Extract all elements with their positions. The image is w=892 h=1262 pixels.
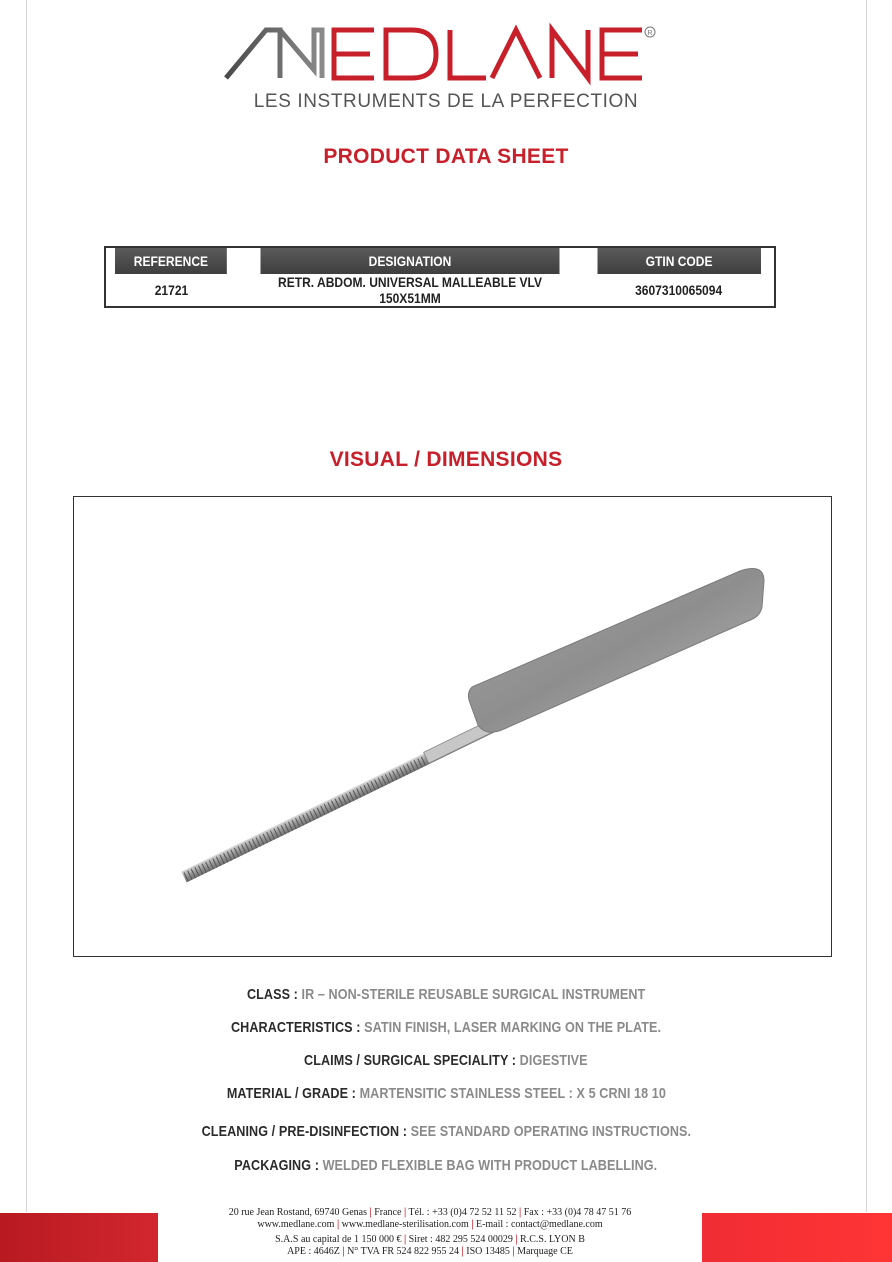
product-sheet-title: PRODUCT DATA SHEET — [323, 145, 569, 168]
svg-text:R: R — [647, 30, 653, 37]
spec-claims: CLAIMS / SURGICAL SPECIALITY : DIGESTIVE — [304, 1052, 588, 1069]
spec-cleaning: CLEANING / PRE-DISINFECTION : SEE STANDARD OPERATING INSTRUCTIONS. — [201, 1123, 691, 1140]
spec-class: CLASS : IR – NON-STERILE REUSABLE SURGICAL INSTRUMENT — [246, 986, 646, 1003]
header-reference: REFERENCE — [114, 247, 227, 274]
footer-red-bar-left — [0, 1213, 158, 1262]
footer-web-line: www.medlane.com | www.medlane-sterilisation.com | E-mail : contact@medlane.com — [257, 1219, 603, 1230]
cell-reference: 21721 — [154, 282, 188, 298]
medlane-logo — [222, 10, 652, 92]
reference-table — [104, 246, 776, 308]
spec-characteristics: CHARACTERISTICS : SATIN FINISH, LASER MARKING ON THE PLATE. — [230, 1019, 662, 1036]
footer-company-line: S.A.S au capital de 1 150 000 € | Siret : 482 295 524 00029 | R.C.S. LYON B — [275, 1234, 585, 1245]
footer-address-line: 20 rue Jean Rostand, 69740 Genas | France | Tél. : +33 (0)4 72 52 11 52 | Fax : +33 (0)4 78 47 51 76 — [228, 1207, 632, 1218]
spec-material: MATERIAL / GRADE : MARTENSITIC STAINLESS STEEL : X 5 CRNI 18 10 — [226, 1085, 666, 1102]
visual-title: VISUAL / DIMENSIONS — [329, 448, 563, 471]
product-image-frame — [73, 496, 832, 957]
footer-red-bar-right — [702, 1213, 892, 1262]
table-header-row — [105, 247, 775, 274]
footer-registration-line: APE : 4646Z | N° TVA FR 524 822 955 24 | ISO 13485 | Marquage CE — [287, 1246, 573, 1257]
header-designation: DESIGNATION — [260, 247, 559, 274]
header-gtin: GTIN CODE — [597, 247, 761, 274]
spec-packaging: PACKAGING : WELDED FLEXIBLE BAG WITH PRODUCT LABELLING. — [234, 1157, 658, 1174]
cell-gtin: 3607310065094 — [635, 282, 723, 298]
logo-tagline: LES INSTRUMENTS DE LA PERFECTION — [253, 91, 639, 112]
table-row — [105, 274, 775, 307]
retractor-image — [74, 497, 831, 956]
cell-designation: RETR. ABDOM. UNIVERSAL MALLEABLE VLV 150X51MM — [278, 274, 542, 306]
